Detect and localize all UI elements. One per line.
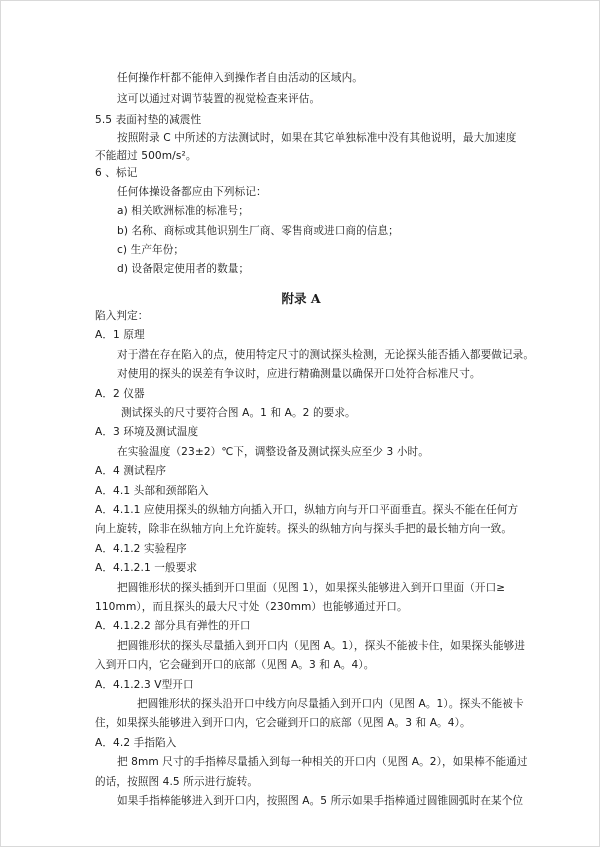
text-line: 任何操作杆都不能伸入到操作者自由活动的区域内。	[117, 72, 363, 84]
text-line: 把圆锥形状的探头尽量插入到开口内（见图 A。1），探头不能被卡住，如果探头能够进	[117, 640, 526, 652]
section-heading: A．3 环境及测试温度	[95, 426, 199, 438]
list-item-b: b) 名称、商标或其他识别生厂商、零售商或进口商的信息；	[117, 225, 399, 237]
text-line: 对于潜在存在陷入的点，使用特定尺寸的测试探头检测，无论探头能否插入都要做记录。	[117, 349, 535, 361]
text-line: 如果手指棒能够进入到开口内，按照图 A。5 所示如果手指棒通过圆锥圆弧时在某个位	[117, 795, 524, 807]
text-line: 向上旋转，除非在纵轴方向上允许旋转。探头的纵轴方向与探头手把的最长轴方向一致。	[95, 523, 513, 535]
section-heading-6: 6 、标记	[95, 167, 138, 179]
list-item-a: a) 相关欧洲标准的标准号；	[117, 205, 249, 217]
text-line: A．4.1.1 应使用探头的纵轴方向插入开口，纵轴方向与开口平面垂直。探头不能在任何方	[95, 504, 519, 516]
text-line: 把圆锥形状的探头沿开口中线方向尽量插入到开口内（见图 A。1）。探头不能被卡	[137, 698, 524, 710]
text-line: 住，如果探头能够进入到开口内，它会碰到开口的底部（见图 A。3 和 A。4）。	[95, 717, 471, 729]
text-line: 对使用的探头的误差有争议时，应进行精确测量以确保开口处符合标准尺寸。	[117, 368, 481, 380]
text-line: 测试探头的尺寸要符合图 A。1 和 A。2 的要求。	[121, 407, 356, 419]
text-line: 入到开口内，它会碰到开口的底部（见图 A。3 和 A。4）。	[95, 659, 375, 671]
section-heading: A．4.1.2.1 一般要求	[95, 562, 198, 574]
section-heading-5-5: 5.5 表面衬垫的减震性	[95, 114, 202, 126]
list-item-d: d) 设备限定使用者的数量；	[117, 263, 250, 275]
text-line: 110mm），而且探头的最大尺寸处（230mm）也能够通过开口。	[95, 601, 408, 613]
text-line: 按照附录 C 中所述的方法测试时，如果在其它单独标准中没有其他说明，最大加速度	[117, 132, 517, 144]
text-line: 在实验温度（23±2）℃下，调整设备及测试探头应至少 3 小时。	[117, 446, 429, 458]
text-line: 这可以通过对调节装置的视觉检查来评估。	[117, 93, 321, 105]
text-line: 的话，按照图 4.5 所示进行旋转。	[95, 776, 259, 788]
section-heading: A．4.1.2.3 V型开口	[95, 679, 194, 691]
text-line: 任何体操设备都应由下列标记：	[117, 186, 267, 198]
list-item-c: c) 生产年份；	[117, 244, 185, 256]
section-heading: A．4 测试程序	[95, 465, 167, 477]
appendix-title: 附录 A	[281, 291, 321, 306]
section-heading: A．4.1.2 实验程序	[95, 543, 187, 555]
text-line: 把 8mm 尺寸的手指棒尽量插入到每一种相关的开口内（见图 A。2），如果棒不能通过	[117, 756, 528, 768]
section-heading: A．4.1 头部和颈部陷入	[95, 485, 209, 497]
text-line: 不能超过 500m/s²。	[95, 150, 197, 162]
section-heading: A．2 仪器	[95, 388, 145, 400]
section-heading: A．4.2 手指陷入	[95, 737, 177, 749]
section-heading: A．1 原理	[95, 329, 145, 341]
section-heading: A．4.1.2.2 部分具有弹性的开口	[95, 620, 251, 632]
text-line: 陷入判定：	[95, 310, 149, 322]
text-line: 把圆锥形状的探头插到开口里面（见图 1），如果探头能够进入到开口里面（开口≥	[117, 582, 506, 594]
